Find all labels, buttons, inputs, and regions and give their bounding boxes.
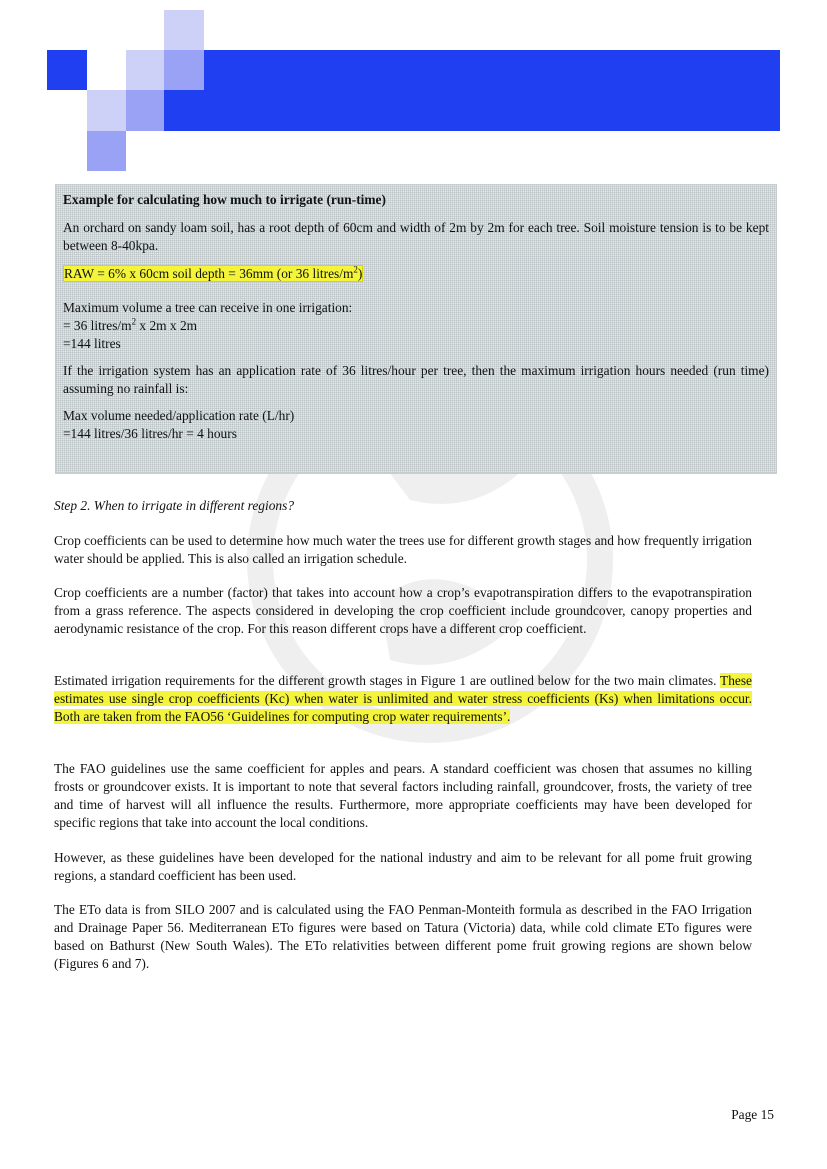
- page-number: Page 15: [731, 1107, 774, 1122]
- raw-highlight: [63, 265, 363, 282]
- volume-calc-a: = 36 litres/m: [63, 318, 132, 333]
- paragraph-6: [54, 901, 752, 973]
- example-title: Example for calculating how much to irrigate (run-time): [63, 192, 386, 207]
- rate-paragraph: If the irrigation system has an application rate of 36 litres/hour per tree, then the maximum irrigation hours needed (run time) assuming no rainfall is:: [63, 363, 769, 396]
- header-square: [47, 50, 87, 90]
- paragraph-3-plain: Estimated irrigation requirements for the different growth stages in Figure 1 are outlined below for the two main climates.: [54, 673, 721, 688]
- paragraph-4-text: The FAO guidelines use the same coefficient for apples and pears. A standard coefficient was chosen that assumes no killing frosts or groundcover exists. It is important to note that several factors including rainfall, groundcover, frosts, the variety of tree and time of harvest will all influence the results. Furthermore, more appropriate coefficients may have been developed for specific regions that take into account the local conditions.: [54, 761, 752, 830]
- header-square: [126, 90, 164, 131]
- header-bar-left: [164, 90, 204, 131]
- paragraph-5-text: However, as these guidelines have been developed for the national industry and aim to be relevant for all pome fruit growing regions, a standard coefficient has been used.: [54, 850, 752, 883]
- step2-title: Step 2. When to irrigate in different regions?: [54, 498, 295, 513]
- max-volume-label: Max volume needed/application rate (L/hr): [63, 408, 295, 423]
- paragraph-3-text: [54, 672, 752, 726]
- paragraph-1-text: Crop coefficients can be used to determine how much water the trees use for different growth stages and how frequently irrigation water should be applied. This is also called an irrigation schedule.: [54, 533, 752, 566]
- paragraph-6-text: The ETo data is from SILO 2007 and is calculated using the FAO Penman-Monteith formula as described in the FAO Irrigation and Drainage Paper 56. Mediterranean ETo figures were based on Tatura (Victoria) data, while cold climate ETo figures were based on Bathurst (New South Wales). The ETo relativities between different pome fruit growing regions are shown below (Figures 6 and 7).: [54, 902, 752, 971]
- paragraph-5: [54, 849, 752, 885]
- header-square: [87, 131, 126, 171]
- volume-calc-b: x 2m x 2m: [136, 318, 198, 333]
- header-square: [164, 50, 204, 90]
- header-square: [87, 90, 126, 131]
- volume-result: =144 litres: [63, 336, 121, 351]
- paragraph-2-text: Crop coefficients are a number (factor) that takes into account how a crop’s evapotranspiration differs to the evapotranspiration from a grass reference. The aspects considered in developing the crop coefficient include groundcover, canopy properties and aerodynamic resistance of the crop. For this reason different crops have a different crop coefficient.: [54, 585, 752, 636]
- volume-sup: 2: [131, 316, 137, 327]
- raw-line: [63, 265, 769, 283]
- header-square: [126, 50, 164, 90]
- step2-heading: [54, 497, 752, 515]
- paragraph-3-highlight: These estimates use single crop coefficients (Kc) when water is unlimited and water stress coefficients (Ks) when limitations occur. Both are taken from the FAO56 ‘Guidelines for computing crop water requirements’.: [54, 673, 752, 724]
- paragraph-3: [54, 672, 752, 726]
- max-volume-result: =144 litres/36 litres/hr = 4 hours: [63, 426, 237, 441]
- header-bar: [204, 50, 780, 131]
- volume-label: Maximum volume a tree can receive in one irrigation:: [63, 300, 353, 315]
- raw-sup: 2: [353, 264, 358, 275]
- example-description: An orchard on sandy loam soil, has a root depth of 60cm and width of 2m by 2m for each tree. Soil moisture tension is to be kept between 8-40kpa.: [63, 220, 769, 253]
- header-square: [164, 10, 204, 50]
- paragraph-4: [54, 760, 752, 832]
- paragraph-1: [54, 532, 752, 568]
- paragraph-2: [54, 584, 752, 638]
- raw-text-end: ): [357, 266, 363, 281]
- example-box: [55, 184, 777, 474]
- raw-text: RAW = 6% x 60cm soil depth = 36mm (or 36 litres/m: [64, 266, 354, 281]
- volume-calc: [63, 317, 769, 335]
